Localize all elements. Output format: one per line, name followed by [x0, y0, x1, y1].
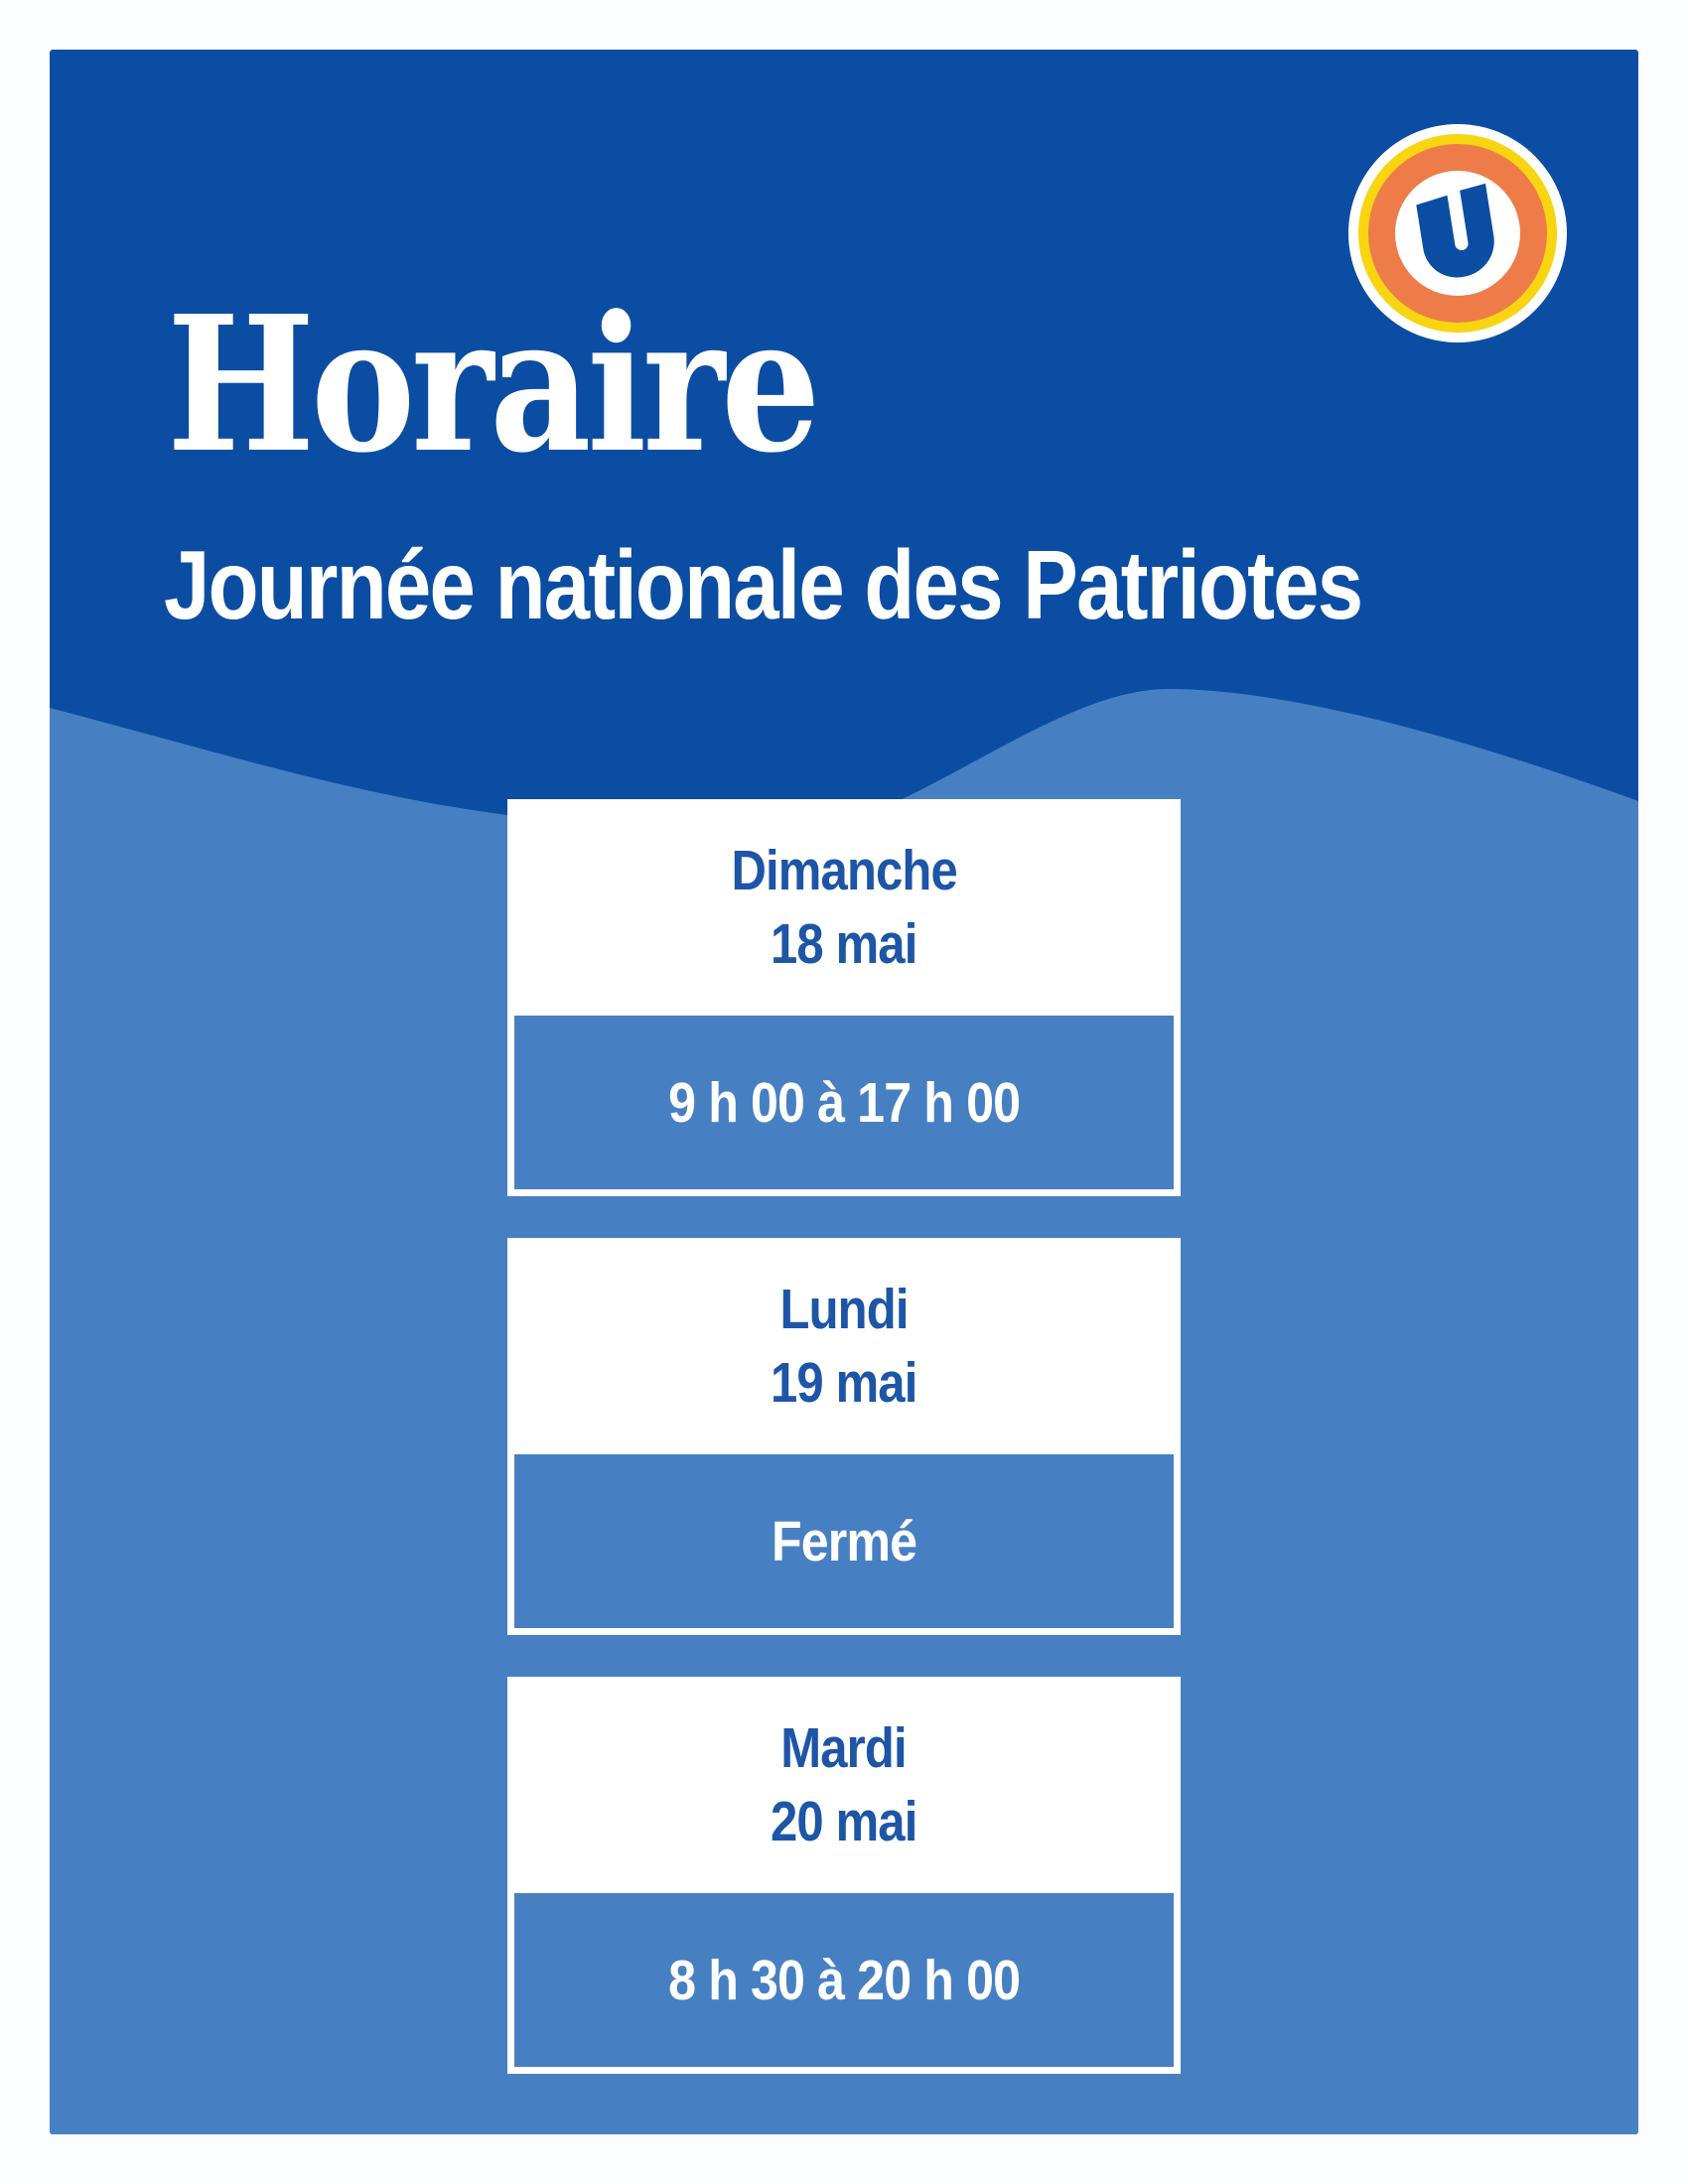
hours-label: 9 h 00 à 17 h 00: [667, 1070, 1020, 1135]
card-header: [507, 1238, 1181, 1454]
date-label: 18 mai: [771, 912, 917, 976]
schedule-card-dimanche: [507, 799, 1181, 1196]
card-header: [507, 799, 1181, 1016]
card-header: [507, 1677, 1181, 1893]
schedule-card-mardi: [507, 1677, 1181, 2074]
poster-subtitle: Journée nationale des Patriotes: [164, 530, 1362, 639]
hours-banner: [514, 1016, 1174, 1189]
poster-panel: [50, 50, 1638, 2134]
poster-title: Horaire: [167, 275, 817, 494]
date-label: 20 mai: [771, 1790, 917, 1853]
day-label: Mardi: [780, 1716, 908, 1780]
schedule-card-lundi: [507, 1238, 1181, 1635]
u-brand-logo-icon: [1348, 124, 1567, 342]
day-label: Lundi: [779, 1278, 909, 1341]
date-label: 19 mai: [771, 1351, 917, 1415]
hours-label: 8 h 30 à 20 h 00: [667, 1948, 1020, 2012]
hours-banner: [514, 1893, 1174, 2067]
hours-label: Fermé: [771, 1509, 917, 1573]
hours-banner: [514, 1454, 1174, 1628]
day-label: Dimanche: [731, 839, 957, 902]
